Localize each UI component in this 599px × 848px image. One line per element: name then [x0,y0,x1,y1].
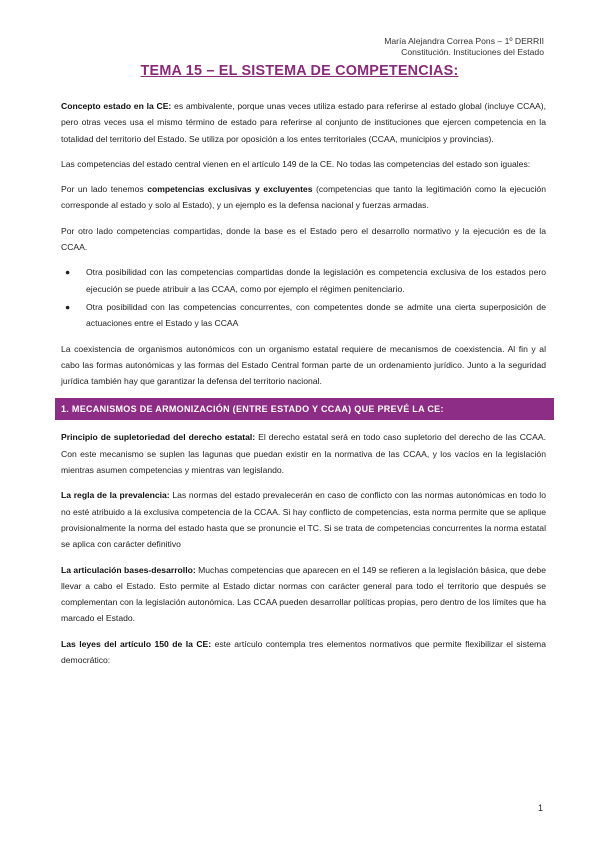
paragraph-article-150-bold: Las leyes del artículo 150 de la CE: [61,638,212,649]
bullet-text: Otra posibilidad con las competencias concurrentes, con competentes donde se admite una cierta superposición de actuaciones entre el Estado y las CCAA [86,301,546,329]
paragraph-concept-bold: Concepto estado en la CE: [61,101,172,111]
list-item [61,264,546,297]
paragraph-article-150 [61,636,546,669]
paragraph-concept-text: es ambivalente, porque unas veces utiliza estado para referirse al estado global (incluye CCAA), pero otras veces usa el mismo término de estado para referirse al conjunto de instituciones que ejercen competencia en la totalidad del territorio del Estado. Se utiliza por oposición a los entes territoriales (CCAA, municipios y provincias). [61,101,546,144]
document-body [61,98,546,677]
paragraph-article-150-text: este artículo contempla tres elementos normativos que permite flexibilizar el sistema democrático: [61,638,546,666]
paragraph-competencies: Las competencias del estado central vienen en el artículo 149 de la CE. No todas las competencias del estado son iguales: [61,158,531,169]
paragraph-supletoriedad [61,429,546,478]
paragraph-exclusive-a: Por un lado tenemos [61,184,148,195]
page-title: TEMA 15 – EL SISTEMA DE COMPETENCIAS: [140,63,459,79]
paragraph-prevalencia-bold: La regla de la prevalencia: [61,490,170,501]
page-number: 1 [537,803,543,813]
paragraph-coexistence: La coexistencia de organismos autonómicos con un organismo estatal requiere de mecanismos de coexistencia. Al fin y al cabo las formas autonómicas y las formas del Estado Central forman parte de un ordenamiento jurídico. Junto a la seguridad jurídica también hay que garantizar la defensa del territorio nacional. [61,343,546,387]
paragraph-supletoriedad-bold: Principio de supletoriedad del derecho estatal: [61,432,256,443]
paragraph-prevalencia [61,487,546,552]
paragraph-bases [61,562,546,627]
page-header [384,36,544,58]
paragraph-exclusive-bold: competencias exclusivas y excluyentes [147,184,313,195]
subject-line: Constitución. Instituciones del Estado [401,47,544,57]
paragraph-concept [61,98,546,147]
paragraph-bases-bold: La articulación bases-desarrollo: [61,564,196,575]
bullet-list [61,264,546,331]
list-item [61,299,546,332]
paragraph-shared: Por otro lado competencias compartidas, donde la base es el Estado pero el desarrollo normativo y la ejecución es de la CCAA. [61,225,546,253]
paragraph-supletoriedad-text: El derecho estatal será en todo caso supletorio del derecho de las CCAA. Con este mecanismo se suplen las lagunas que puedan existir en la normativa de las CCAA, y los vacíos en la legislación mientras asumen competencias y mientras van legislando. [61,432,546,476]
section-heading: 1. MECANISMOS DE ARMONIZACIÓN (ENTRE ESTADO Y CCAA) QUE PREVÉ LA CE: [55,398,554,420]
bullet-icon: ● [65,301,71,312]
bullet-icon: ● [65,267,71,278]
paragraph-exclusive [61,181,546,214]
bullet-text: Otra posibilidad con las competencias compartidas donde la legislación es competencia exclusiva de los estados pero ejecución se puede atribuir a las CCAA, como por ejemplo el régimen penitenciario. [86,267,546,294]
author-line: María Alejandra Correa Pons – 1º DERRII [384,36,544,46]
paragraph-prevalencia-text: Las normas del estado prevalecerán en caso de conflicto con las normas autonómicas en todo lo no esté atribuido a la exclusiva competencia de la CCAA. Si hay conflicto de competencias, esta norma permite que se aplique provisionalmente la norma del estado hasta que se pronuncie el TC. Si se trata de competencias concurrentes la norma estatal se aplica con carácter definitivo [61,490,546,550]
paragraph-exclusive-c: (competencias que tanto la legitimación como la ejecución corresponde al estado y solo al Estado), y un ejemplo es la defensa nacional y fuerzas armadas. [61,184,546,211]
paragraph-bases-text: Muchas competencias que aparecen en el 149 se refieren a la legislación básica, que debe llevar a cabo el Estado. Esto permite al Estado dictar normas con carácter general para todo el territorio que después se complementan con la legislación autonómica. Las CCAA pueden desarrollar políticas propias, pero dentro de los límites que ha marcado el Estado. [61,564,546,624]
